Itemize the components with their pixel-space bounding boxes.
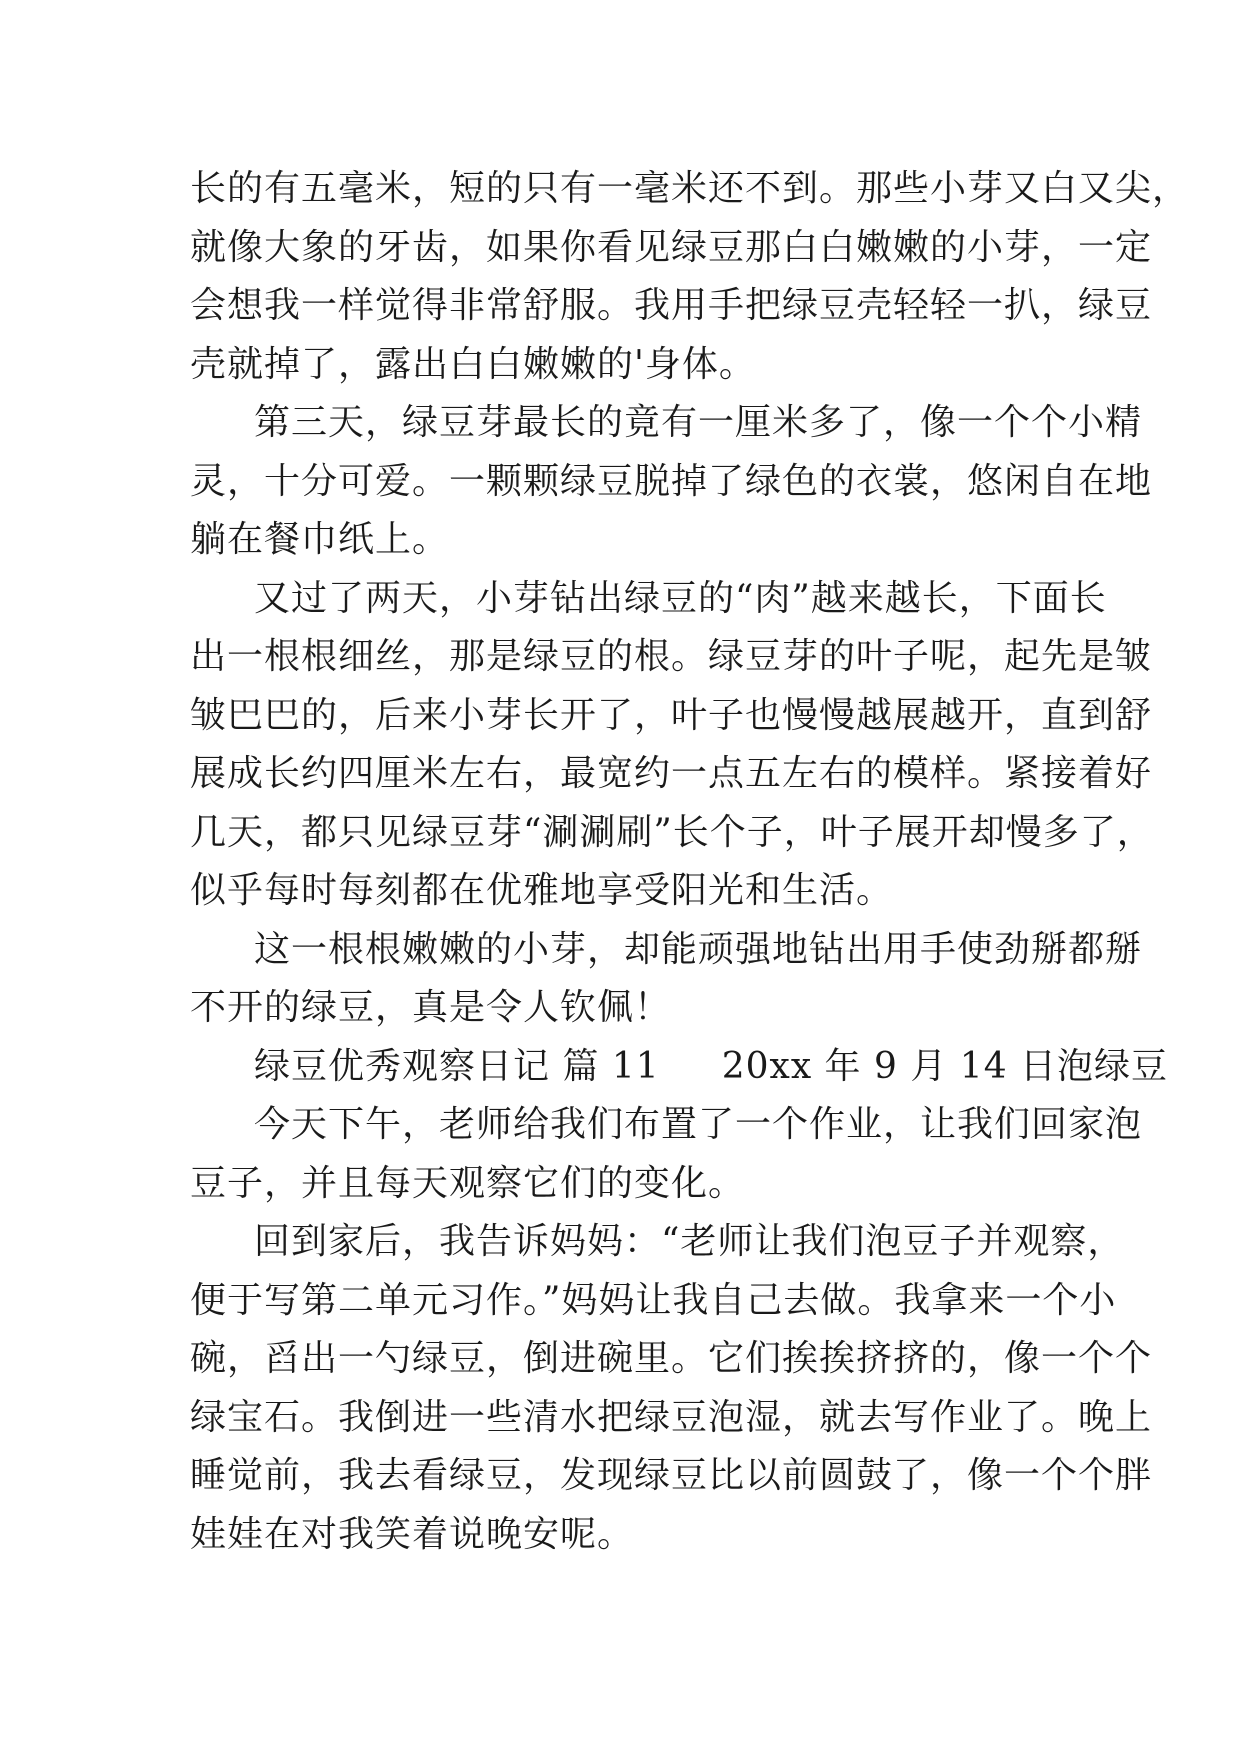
document-body [190, 160, 1190, 1564]
section-title: 绿豆优秀观察日记 篇 11 [254, 1045, 660, 1087]
paragraph [190, 160, 1190, 394]
section-heading [190, 1038, 1169, 1097]
paragraph [190, 1096, 1143, 1213]
paragraph [190, 394, 1153, 570]
text-line: 绿宝石。我倒进一些清水把绿豆泡湿，就去写作业了。晚上 [190, 1396, 1153, 1438]
text-line: 这一根根嫩嫩的小芽，却能顽强地钻出用手使劲掰都掰 [254, 928, 1143, 970]
text-line: 又过了两天，小芽钻出绿豆的“肉”越来越长，下面长 [254, 577, 1107, 619]
text-line: 似乎每时每刻都在优雅地享受阳光和生活。 [190, 870, 894, 911]
text-line: 豆子，并且每天观察它们的变化。 [190, 1162, 746, 1204]
text-line: 会想我一样觉得非常舒服。我用手把绿豆壳轻轻一扒，绿豆 [190, 285, 1153, 326]
text-line: 今天下午，老师给我们布置了一个作业，让我们回家泡 [254, 1104, 1143, 1145]
text-line: 壳就掉了，露出白白嫩嫩的'身体。 [190, 343, 756, 385]
paragraph [190, 921, 1143, 1038]
text-line: 灵，十分可爱。一颗颗绿豆脱掉了绿色的衣裳，悠闲自在地 [190, 460, 1153, 502]
text-line: 长的有五毫米，短的只有一毫米还不到。那些小芽又白又尖， [190, 168, 1190, 209]
text-line: 第三天，绿豆芽最长的竟有一厘米多了，像一个个小精 [254, 402, 1143, 443]
text-line: 不开的绿豆，真是令人钦佩！ [190, 987, 672, 1028]
text-line: 就像大象的牙齿，如果你看见绿豆那白白嫩嫩的小芽，一定 [190, 226, 1153, 268]
text-line: 碗，舀出一勺绿豆，倒进碗里。它们挨挨挤挤的，像一个个 [190, 1338, 1153, 1379]
text-line: 展成长约四厘米左右，最宽约一点五左右的模样。紧接着好 [190, 753, 1153, 794]
text-line: 便于写第二单元习作。”妈妈让我自己去做。我拿来一个小 [190, 1279, 1117, 1321]
text-line: 几天，都只见绿豆芽“涮涮刷”长个子，叶子展开却慢多了， [190, 811, 1154, 853]
section-date: 20xx 年 9 月 14 日泡绿豆 [721, 1045, 1169, 1087]
text-line: 回到家后，我告诉妈妈：“老师让我们泡豆子并观察， [254, 1221, 1125, 1262]
text-line: 娃娃在对我笑着说晚安呢。 [190, 1513, 635, 1555]
paragraph [190, 570, 1154, 921]
paragraph [190, 1213, 1153, 1564]
text-line: 睡觉前，我去看绿豆，发现绿豆比以前圆鼓了，像一个个胖 [190, 1455, 1153, 1496]
text-line: 躺在餐巾纸上。 [190, 519, 450, 560]
text-line: 出一根根细丝，那是绿豆的根。绿豆芽的叶子呢，起先是皱 [190, 636, 1153, 677]
text-line: 皱巴巴的，后来小芽长开了，叶子也慢慢越展越开，直到舒 [190, 694, 1153, 736]
